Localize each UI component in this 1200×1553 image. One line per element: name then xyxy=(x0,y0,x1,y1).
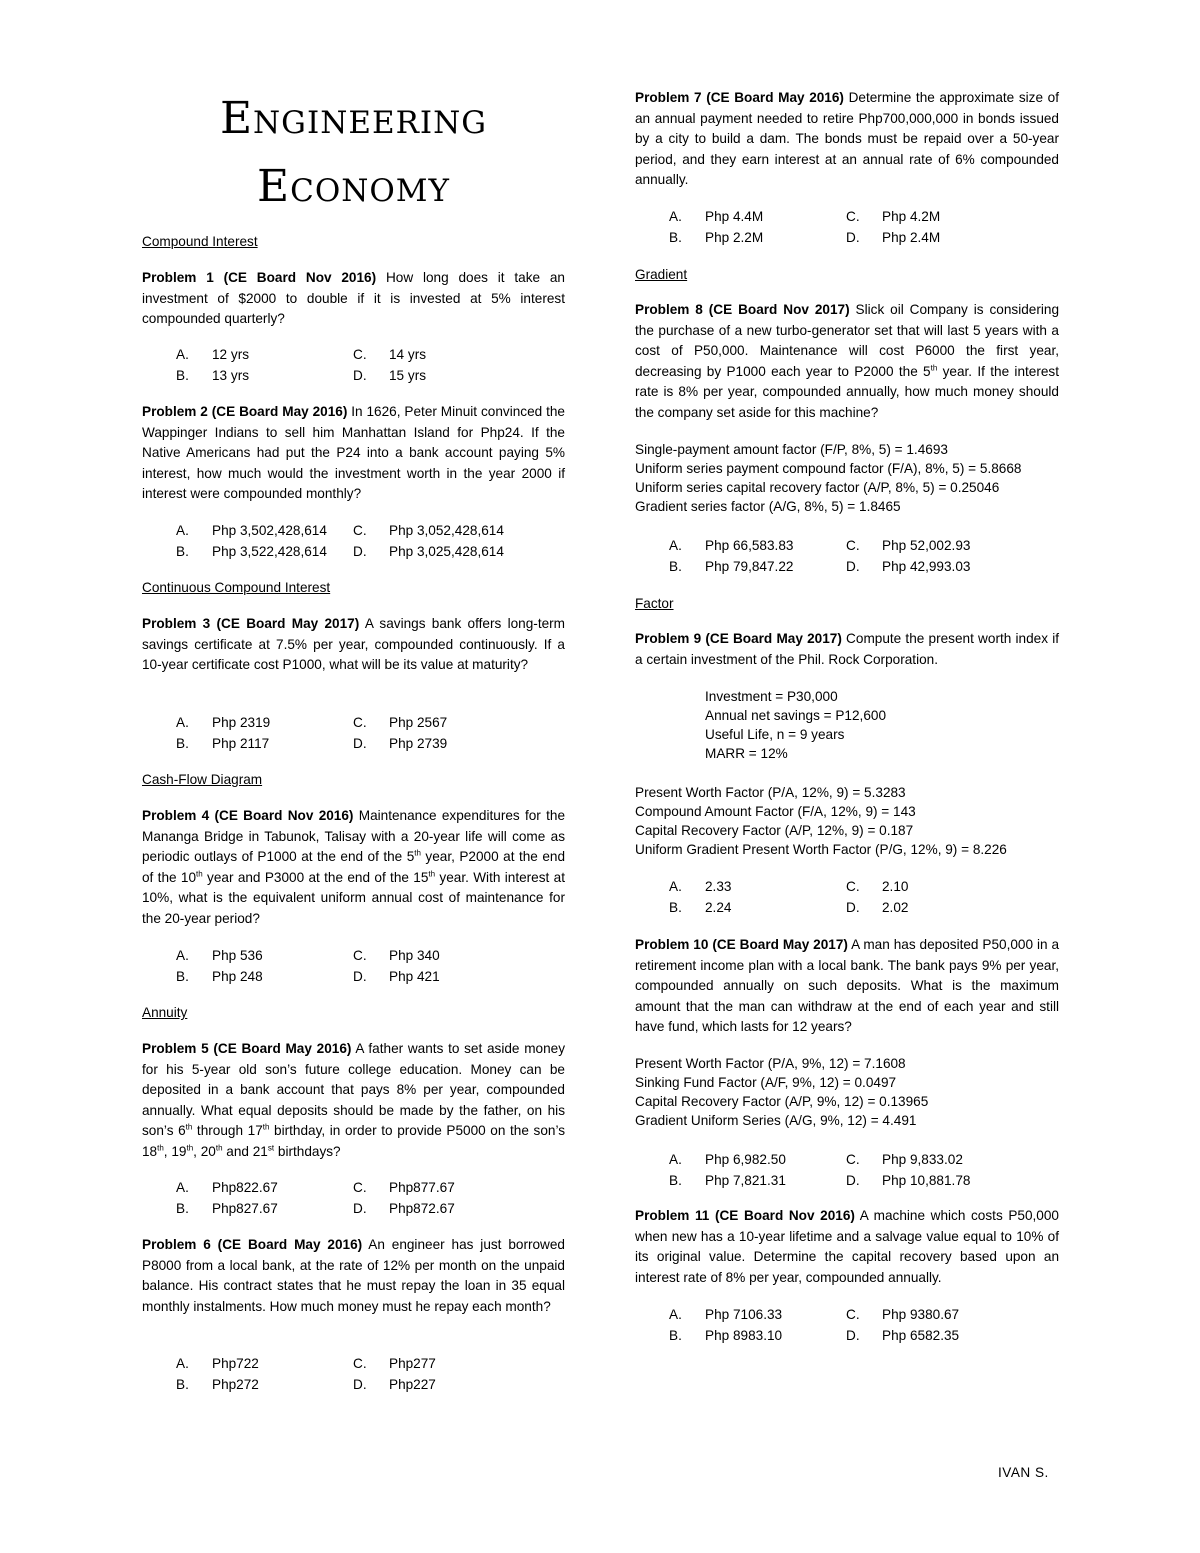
option-d: D. Php 10,881.78 xyxy=(846,1172,971,1188)
option-c: C. Php 340 xyxy=(353,948,440,963)
problem-2 xyxy=(142,402,565,505)
problem-7 xyxy=(635,88,1059,191)
problem-6-text: An engineer has just borrowed P8000 from a local bank, at the rate of 12% per month on the unpaid balance. His contract states that he must repay the loan in 35 equal monthly instalments. How much money must he repay each month? xyxy=(142,1237,565,1314)
problem-3 xyxy=(142,614,565,676)
option-a: A. Php 2319 xyxy=(176,715,271,730)
option-c: C. 14 yrs xyxy=(353,347,427,362)
option-c: C. Php 4.2M xyxy=(846,209,941,224)
option-c: C. Php277 xyxy=(353,1356,436,1371)
page-title-line1: Engineering xyxy=(219,93,488,144)
section-annuity: Annuity xyxy=(142,1005,188,1020)
option-d: D. Php 3,025,428,614 xyxy=(353,543,504,559)
option-a: A. Php722 xyxy=(176,1356,259,1371)
problem-9 xyxy=(635,629,1059,670)
option-b: B. Php827.67 xyxy=(176,1200,278,1216)
option-d: D. Php872.67 xyxy=(353,1200,455,1216)
option-c: C. Php 3,052,428,614 xyxy=(353,523,504,538)
problem-9-factor: Compound Amount Factor (F/A, 12%, 9) = 143 xyxy=(635,804,916,819)
problem-8-factor: Uniform series payment compound factor (F/A), 8%, 5) = 5.8668 xyxy=(635,461,1022,476)
problem-11-head: Problem 11 (CE Board Nov 2016) xyxy=(635,1208,855,1223)
problem-1-head: Problem 1 (CE Board Nov 2016) xyxy=(142,270,377,285)
option-c: C. 2.10 xyxy=(846,879,909,894)
problem-10 xyxy=(635,935,1059,1038)
option-d: D. Php227 xyxy=(353,1376,436,1392)
problem-11 xyxy=(635,1206,1059,1288)
option-b: B. 13 yrs xyxy=(176,367,250,383)
problem-8-factor: Uniform series capital recovery factor (A/P, 8%, 5) = 0.25046 xyxy=(635,480,1000,495)
problem-6 xyxy=(142,1235,565,1317)
option-a: A. Php 536 xyxy=(176,948,263,963)
option-a: A. Php 3,502,428,614 xyxy=(176,523,327,538)
option-d: D. Php 42,993.03 xyxy=(846,558,971,574)
problem-9-factor: Capital Recovery Factor (A/P, 12%, 9) = 0.187 xyxy=(635,823,914,838)
page-title-line2: Economy xyxy=(257,161,450,212)
problem-9-factor: Uniform Gradient Present Worth Factor (P/G, 12%, 9) = 8.226 xyxy=(635,842,1007,857)
problem-9-given: Investment = P30,000 xyxy=(705,689,838,704)
section-factor: Factor xyxy=(635,596,674,611)
option-c: C. Php 9380.67 xyxy=(846,1307,960,1322)
problem-8-head: Problem 8 (CE Board Nov 2017) xyxy=(635,302,850,317)
option-d: D. 15 yrs xyxy=(353,367,427,383)
option-d: D. Php 2.4M xyxy=(846,229,941,245)
problem-10-factor: Present Worth Factor (P/A, 9%, 12) = 7.1608 xyxy=(635,1056,906,1071)
option-c: C. Php 2567 xyxy=(353,715,448,730)
option-c: C. Php877.67 xyxy=(353,1180,455,1195)
problem-4: Problem 4 (CE Board Nov 2016) Maintenance expenditures for the Mananga Bridge in Tabunok, Talisay with a 20-year life will come as periodic outlays of P1000 at the end of the 5th year, P2000 at the end of the 10th year and P3000 at the end of the 15th year. With interest at 10%, what is the equivalent uniform annual cost of maintenance for the 20-year period? xyxy=(142,808,566,926)
option-a: A. Php 66,583.83 xyxy=(669,538,794,553)
section-continuous-compound-interest: Continuous Compound Interest xyxy=(142,580,331,595)
option-a: A. Php822.67 xyxy=(176,1180,278,1195)
problem-10-text: A man has deposited P50,000 in a retirement income plan with a local bank. The bank pays 9% per year, compounded annually on such deposits. What is the maximum amount that the man can withdraw at the end of each year and still have fund, which lasts for 12 years? xyxy=(635,937,1060,1035)
problem-4-head: Problem 4 (CE Board Nov 2016) xyxy=(142,808,354,823)
problem-8-factor: Single-payment amount factor (F/P, 8%, 5) = 1.4693 xyxy=(635,442,948,457)
problem-8-factor: Gradient series factor (A/G, 8%, 5) = 1.8465 xyxy=(635,499,901,514)
problem-3-head: Problem 3 (CE Board May 2017) xyxy=(142,616,360,631)
problem-9-given: Useful Life, n = 9 years xyxy=(705,727,845,742)
option-d: D. Php 421 xyxy=(353,968,440,984)
option-a: A. Php 6,982.50 xyxy=(669,1152,786,1167)
option-d: D. 2.02 xyxy=(846,899,909,915)
problem-9-factor: Present Worth Factor (P/A, 12%, 9) = 5.3283 xyxy=(635,785,906,800)
option-b: B. Php272 xyxy=(176,1376,259,1392)
section-cash-flow-diagram: Cash-Flow Diagram xyxy=(142,772,263,787)
option-a: A. 12 yrs xyxy=(176,347,250,362)
problem-9-text: Compute the present worth index if a certain investment of the Phil. Rock Corporation. xyxy=(635,631,1060,667)
option-b: B. Php 79,847.22 xyxy=(669,558,794,574)
problem-9-given: Annual net savings = P12,600 xyxy=(705,708,887,723)
option-b: B. 2.24 xyxy=(669,899,732,915)
option-a: A. Php 4.4M xyxy=(669,209,764,224)
problem-9-given: MARR = 12% xyxy=(705,746,788,761)
problem-9-head: Problem 9 (CE Board May 2017) xyxy=(635,631,842,646)
problem-8: Problem 8 (CE Board Nov 2017) Slick oil Company is considering the purchase of a new turbo-generator set that will last 5 years with a cost of P50,000. Maintenance will cost P6000 the first year, decreasing by P1000 each year to P2000 the 5th year. If the interest rate is 8% per year, compounded annually, how much money should the company set aside for this machine? xyxy=(635,302,1060,420)
problem-7-text: Determine the approximate size of an annual payment needed to retire Php700,000,000 in bonds issued by a city to build a dam. The bonds must be repaid over a 50-year period, and they earn interest at an annual rate of 6% compounded annually. xyxy=(635,90,1059,188)
problem-10-head: Problem 10 (CE Board May 2017) xyxy=(635,937,848,952)
option-a: A. 2.33 xyxy=(669,879,732,894)
option-c: C. Php 9,833.02 xyxy=(846,1152,963,1167)
option-b: B. Php 7,821.31 xyxy=(669,1172,786,1188)
option-b: B. Php 248 xyxy=(176,968,263,984)
option-b: B. Php 3,522,428,614 xyxy=(176,543,327,559)
option-a: A. Php 7106.33 xyxy=(669,1307,783,1322)
problem-6-head: Problem 6 (CE Board May 2016) xyxy=(142,1237,363,1252)
option-b: B. Php 2.2M xyxy=(669,229,764,245)
problem-10-factor: Capital Recovery Factor (A/P, 9%, 12) = 0.13965 xyxy=(635,1094,929,1109)
option-b: B. Php 2117 xyxy=(176,735,270,751)
problem-10-factor: Sinking Fund Factor (A/F, 9%, 12) = 0.0497 xyxy=(635,1075,897,1090)
problem-1 xyxy=(142,268,565,330)
problem-2-text: In 1626, Peter Minuit convinced the Wappinger Indians to sell him Manhattan Island for Php24. If the Native Americans had put the P24 into a bank account paying 5% interest, how much would the investment worth in the year 2000 if interest were compounded monthly? xyxy=(142,404,565,502)
option-c: C. Php 52,002.93 xyxy=(846,538,971,553)
footer-author: IVAN S. xyxy=(998,1465,1049,1480)
option-d: D. Php 2739 xyxy=(353,735,448,751)
section-compound-interest: Compound Interest xyxy=(142,234,258,249)
problem-5: Problem 5 (CE Board May 2016) A father wants to set aside money for his 5-year old son’s future college education. Money can be deposited in a bank account that pays 8% per year, compounded annually. What equal deposits should be made by the father, on his son’s 6th through 17th birthday, in order to provide P5000 on the son’s 18th, 19th, 20th and 21st birthdays? xyxy=(142,1041,566,1159)
problem-11-text: A machine which costs P50,000 when new has a 10-year lifetime and a salvage value equal to 10% of its original value. Determine the capital recovery based upon an interest rate of 8% per year, compounded annually. xyxy=(635,1208,1059,1285)
problem-10-factor: Gradient Uniform Series (A/G, 9%, 12) = 4.491 xyxy=(635,1113,917,1128)
option-b: B. Php 8983.10 xyxy=(669,1327,783,1343)
section-gradient: Gradient xyxy=(635,267,688,282)
problem-7-head: Problem 7 (CE Board May 2016) xyxy=(635,90,844,105)
problem-1-text: How long does it take an investment of $2000 to double if it is invested at 5% interest compounded quarterly? xyxy=(142,270,565,327)
problem-5-head: Problem 5 (CE Board May 2016) xyxy=(142,1041,352,1056)
problem-2-head: Problem 2 (CE Board May 2016) xyxy=(142,404,348,419)
problem-3-text: A savings bank offers long-term savings certificate at 7.5% per year, compounded continuously. If a 10-year certificate cost P1000, what will be its value at maturity? xyxy=(142,616,566,673)
option-d: D. Php 6582.35 xyxy=(846,1327,960,1343)
